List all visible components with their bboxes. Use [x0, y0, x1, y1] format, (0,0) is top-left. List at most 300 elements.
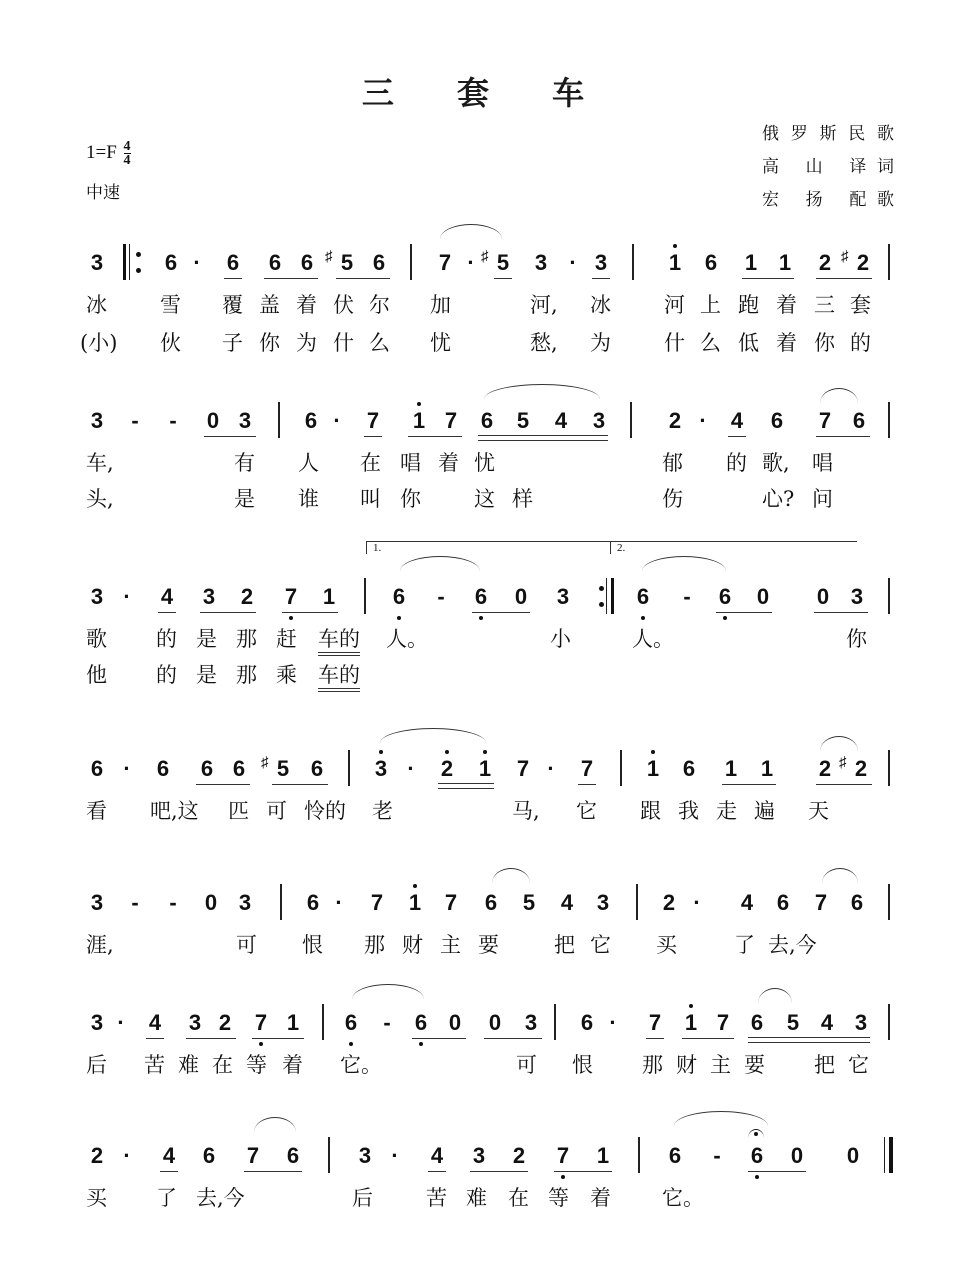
- note: 6: [668, 1143, 682, 1168]
- lyric: 那: [642, 1053, 663, 1077]
- note: 5: [786, 1010, 800, 1035]
- note: 7: [438, 250, 452, 275]
- slur: [484, 384, 600, 399]
- note: 6: [200, 756, 214, 781]
- slur: [822, 868, 858, 883]
- lyric: 在: [508, 1186, 529, 1210]
- repeat-dot: [136, 268, 141, 273]
- underline: [816, 784, 872, 785]
- note-low: 7: [250, 1010, 272, 1036]
- time-numerator: 4: [123, 139, 131, 154]
- note-high: 1: [404, 890, 426, 916]
- note: 3: [534, 250, 548, 275]
- rest: 0: [448, 1010, 462, 1035]
- augmentation-dot: ·: [699, 408, 707, 433]
- note: 4: [430, 1143, 444, 1168]
- note: 7: [814, 890, 828, 915]
- lyric: 你: [400, 487, 421, 511]
- repeat-barline-thin: [606, 578, 607, 614]
- lyric: 样: [512, 487, 533, 511]
- note: 5: [522, 890, 536, 915]
- lyric: 着: [776, 331, 797, 355]
- dash: -: [131, 408, 139, 433]
- lyric: 跑: [738, 293, 759, 317]
- note: 2: [818, 756, 832, 781]
- augmentation-dot: ·: [569, 250, 577, 275]
- lyric: 冰: [590, 293, 611, 317]
- repeat-barline-thin: [129, 244, 130, 280]
- note: 6: [286, 1143, 300, 1168]
- note: ♯ 2: [841, 248, 870, 275]
- underline: [484, 1038, 542, 1039]
- note: 3: [472, 1143, 486, 1168]
- lyric: 等: [246, 1053, 267, 1077]
- underline: [158, 612, 176, 613]
- note: 7: [366, 408, 380, 433]
- underline: [470, 1171, 528, 1172]
- barline: [630, 402, 632, 438]
- barline: [410, 244, 412, 280]
- augmentation-dot: ·: [693, 890, 701, 915]
- note: 7: [580, 756, 594, 781]
- note: 7: [716, 1010, 730, 1035]
- note: 3: [592, 408, 606, 433]
- lyric: 加: [430, 293, 451, 317]
- note: 1: [724, 756, 738, 781]
- underline: [196, 784, 250, 785]
- note: 2: [90, 1143, 104, 1168]
- note: 6: [164, 250, 178, 275]
- underline: [224, 278, 242, 279]
- note: 6: [268, 250, 282, 275]
- augmentation-dot: ·: [335, 890, 343, 915]
- lyric: 主: [710, 1053, 731, 1077]
- note: 6: [750, 1010, 764, 1035]
- dash: -: [713, 1143, 721, 1168]
- lyric: 问: [812, 487, 833, 511]
- tempo-marking: 中速: [86, 183, 120, 203]
- lyric: 恨: [572, 1053, 593, 1077]
- note: ♯ 5: [261, 754, 290, 781]
- lyric: 尔: [369, 293, 390, 317]
- underline: [554, 1171, 612, 1172]
- note: 2: [512, 1143, 526, 1168]
- note: 2: [818, 250, 832, 275]
- lyric: 它。: [340, 1053, 382, 1077]
- lyric: 为: [296, 331, 317, 355]
- lyric: 盖: [259, 293, 280, 317]
- barline: [322, 1004, 324, 1040]
- note: 4: [148, 1010, 162, 1035]
- slur: [400, 556, 480, 571]
- note: 6: [580, 1010, 594, 1035]
- underline: [146, 1038, 164, 1039]
- lyric: 等: [548, 1186, 569, 1210]
- dash: -: [383, 1010, 391, 1035]
- lyric: 财: [402, 933, 423, 957]
- underline: [728, 436, 746, 437]
- barline: [888, 402, 890, 438]
- lyric: 财: [676, 1053, 697, 1077]
- lyric: 了: [734, 933, 755, 957]
- underline: [408, 436, 462, 437]
- lyric: 你: [814, 331, 835, 355]
- lyric: 苦: [426, 1186, 447, 1210]
- lyric: 是: [234, 487, 255, 511]
- rest: 0: [846, 1143, 860, 1168]
- note: 4: [820, 1010, 834, 1035]
- underline: [364, 436, 382, 437]
- underline: [722, 784, 776, 785]
- barline: [888, 1004, 890, 1040]
- underline: [716, 612, 772, 613]
- note: 6: [232, 756, 246, 781]
- lyric: 着: [282, 1053, 303, 1077]
- lyric: 忧: [474, 451, 495, 475]
- note-low: 7: [280, 584, 302, 610]
- underline: [200, 612, 256, 613]
- note: 7: [370, 890, 384, 915]
- note: 3: [596, 890, 610, 915]
- lyric: 那: [236, 663, 257, 687]
- note-low: 6: [632, 584, 654, 610]
- note: 7: [818, 408, 832, 433]
- underline: [244, 1171, 302, 1172]
- lyric: 人。: [632, 627, 674, 651]
- note-high: 2: [436, 756, 458, 782]
- lyric: 在: [212, 1053, 233, 1077]
- underline: [204, 436, 256, 437]
- lyric: 天: [808, 799, 829, 823]
- lyric: 的: [156, 663, 177, 687]
- lyric-melisma: 车的: [318, 626, 360, 656]
- lyric: 人。: [386, 627, 428, 651]
- note: ♯ 5: [325, 248, 354, 275]
- lyric: 你: [846, 627, 867, 651]
- note-low: 6: [470, 584, 492, 610]
- lyric: 要: [478, 933, 499, 957]
- double-underline: [438, 783, 494, 789]
- key-signature: [86, 140, 131, 167]
- augmentation-dot: ·: [391, 1143, 399, 1168]
- note: 3: [90, 250, 104, 275]
- lyric: 套: [850, 293, 871, 317]
- barline: [888, 750, 890, 786]
- lyric: 什: [333, 331, 354, 355]
- underline: [742, 278, 794, 279]
- lyric: 着: [296, 293, 317, 317]
- lyric: 在: [360, 451, 381, 475]
- lyric: 后: [86, 1053, 107, 1077]
- underline: [160, 1171, 178, 1172]
- lyric: 歌: [86, 627, 107, 651]
- lyric: 低: [738, 331, 759, 355]
- lyric: 着: [438, 451, 459, 475]
- lyric: 车,: [86, 451, 114, 475]
- dash: -: [131, 890, 139, 915]
- underline: [816, 278, 872, 279]
- lyric: 了: [156, 1186, 177, 1210]
- underline: [252, 1038, 304, 1039]
- note: 1: [286, 1010, 300, 1035]
- note-high: 1: [664, 250, 686, 276]
- barline: [636, 884, 638, 920]
- lyric: 要: [744, 1053, 765, 1077]
- note: 3: [556, 584, 570, 609]
- note: 3: [594, 250, 608, 275]
- lyric: 伏: [333, 293, 354, 317]
- lyric: 乘: [276, 663, 297, 687]
- dash: -: [169, 408, 177, 433]
- lyric: 可: [266, 799, 287, 823]
- lyric: 的: [156, 627, 177, 651]
- credit-origin: 俄罗斯民歌: [762, 124, 894, 144]
- augmentation-dot: ·: [609, 1010, 617, 1035]
- lyric: 是: [196, 627, 217, 651]
- lyric: 河,: [530, 293, 558, 317]
- lyric: 匹: [228, 799, 249, 823]
- underline: [186, 1038, 236, 1039]
- lyric: 我: [678, 799, 699, 823]
- slur: [440, 224, 502, 239]
- note: 4: [162, 1143, 176, 1168]
- slur: [758, 988, 792, 1003]
- credits: [762, 118, 894, 217]
- note: 6: [306, 890, 320, 915]
- note: ♯ 2: [839, 754, 868, 781]
- lyric: 马,: [512, 799, 540, 823]
- note: 1: [760, 756, 774, 781]
- barline: [638, 1137, 640, 1173]
- lyric: 忧: [430, 331, 451, 355]
- note: 6: [704, 250, 718, 275]
- lyric: 的: [850, 331, 871, 355]
- song-title: 三 套 车: [361, 74, 611, 112]
- note: 6: [852, 408, 866, 433]
- lyric: 可: [236, 933, 257, 957]
- augmentation-dot: ·: [193, 250, 201, 275]
- barline: [888, 578, 890, 614]
- note-low: 6: [388, 584, 410, 610]
- note: 7: [444, 890, 458, 915]
- underline: [814, 612, 868, 613]
- lyric: 他: [86, 663, 107, 687]
- note: 3: [90, 584, 104, 609]
- repeat-barline: [123, 244, 126, 280]
- note: 2: [218, 1010, 232, 1035]
- lyric: 覆: [222, 293, 243, 317]
- double-underline: [478, 435, 608, 441]
- note: 3: [850, 584, 864, 609]
- slur: [380, 728, 486, 743]
- note: 1: [744, 250, 758, 275]
- lyric: 涯,: [86, 933, 114, 957]
- note: 6: [226, 250, 240, 275]
- repeat-end-barline: [611, 578, 614, 614]
- note: 6: [850, 890, 864, 915]
- lyric: 难: [178, 1053, 199, 1077]
- underline: [578, 784, 596, 785]
- lyric: 可: [516, 1053, 537, 1077]
- augmentation-dot: ·: [123, 756, 131, 781]
- note-high: 1: [642, 756, 664, 782]
- note: 6: [480, 408, 494, 433]
- lyric: 谁: [298, 487, 319, 511]
- credit-translator: 高 山 译词: [762, 157, 894, 177]
- note: 7: [246, 1143, 260, 1168]
- note: 1: [778, 250, 792, 275]
- lyric: 你: [259, 331, 280, 355]
- lyric: 老: [372, 799, 393, 823]
- augmentation-dot: ·: [117, 1010, 125, 1035]
- barline: [348, 750, 350, 786]
- note: 2: [240, 584, 254, 609]
- barline: [278, 402, 280, 438]
- note: 6: [372, 250, 386, 275]
- underline: [592, 278, 610, 279]
- lyric: 什: [664, 331, 685, 355]
- barline: [280, 884, 282, 920]
- note: 3: [90, 890, 104, 915]
- lyric: 怜的: [304, 799, 346, 823]
- repeat-dot: [599, 602, 604, 607]
- lyric: 着: [776, 293, 797, 317]
- lyric: 么: [700, 331, 721, 355]
- note: 6: [90, 756, 104, 781]
- lyric: 小: [550, 627, 571, 651]
- underline: [646, 1038, 664, 1039]
- note-low: 7: [552, 1143, 574, 1169]
- note: 6: [156, 756, 170, 781]
- note: 4: [554, 408, 568, 433]
- rest: 0: [514, 584, 528, 609]
- note: 6: [770, 408, 784, 433]
- note: 4: [730, 408, 744, 433]
- underline: [336, 278, 390, 279]
- lyric: 的: [726, 451, 747, 475]
- lyric: 唱: [812, 451, 833, 475]
- note: 6: [202, 1143, 216, 1168]
- lyric: 雪: [160, 293, 181, 317]
- note: 6: [776, 890, 790, 915]
- lyric: 叫: [360, 487, 381, 511]
- lyric: 为: [590, 331, 611, 355]
- lyric: 那: [364, 933, 385, 957]
- lyric: 人: [298, 451, 319, 475]
- lyric: 愁,: [530, 331, 558, 355]
- barline: [554, 1004, 556, 1040]
- note: 3: [238, 890, 252, 915]
- dash: -: [169, 890, 177, 915]
- slur: [820, 736, 858, 751]
- note-high: 3: [370, 756, 392, 782]
- note: 3: [854, 1010, 868, 1035]
- lyric: 歌,: [762, 451, 790, 475]
- note: 6: [304, 408, 318, 433]
- note-high: 1: [408, 408, 430, 434]
- volta-2: 2.: [610, 541, 857, 554]
- barline: [328, 1137, 330, 1173]
- lyric: 伙: [160, 331, 181, 355]
- lyric: 子: [222, 331, 243, 355]
- lyric: 去,今: [196, 1186, 245, 1210]
- lyric: 主: [440, 933, 461, 957]
- rest: 0: [790, 1143, 804, 1168]
- underline: [494, 278, 512, 279]
- note: 4: [560, 890, 574, 915]
- note: 6: [300, 250, 314, 275]
- final-barline-thick: [889, 1137, 893, 1173]
- note-low: 6: [746, 1143, 768, 1169]
- slur: [820, 388, 858, 403]
- lyric: 跟: [640, 799, 661, 823]
- note: ♯ 5: [481, 248, 510, 275]
- rest: 0: [488, 1010, 502, 1035]
- lyric: 那: [236, 627, 257, 651]
- note: 3: [188, 1010, 202, 1035]
- underline: [472, 612, 530, 613]
- lyric: 苦: [144, 1053, 165, 1077]
- lyric: 上: [700, 293, 721, 317]
- barline: [364, 578, 366, 614]
- note: 5: [516, 408, 530, 433]
- slur: [492, 868, 530, 883]
- lyric: 把: [814, 1053, 835, 1077]
- rest: 0: [206, 408, 220, 433]
- slur: [352, 984, 424, 999]
- dash: -: [437, 584, 445, 609]
- note-high: 1: [680, 1010, 702, 1036]
- note: 2: [668, 408, 682, 433]
- rest: 0: [204, 890, 218, 915]
- note: 6: [310, 756, 324, 781]
- note: 4: [160, 584, 174, 609]
- note: 6: [682, 756, 696, 781]
- lyric: 去,今: [768, 933, 817, 957]
- underline: [272, 784, 328, 785]
- note: 3: [90, 408, 104, 433]
- lyric: 买: [86, 1186, 107, 1210]
- note: 7: [516, 756, 530, 781]
- underline: [282, 612, 338, 613]
- note: 4: [740, 890, 754, 915]
- lyric: 冰: [86, 293, 107, 317]
- underline: [412, 1038, 466, 1039]
- lyric: 是: [196, 663, 217, 687]
- underline: [816, 436, 870, 437]
- note-low: 6: [340, 1010, 362, 1036]
- lyric: 唱: [400, 451, 421, 475]
- lyric: 这: [474, 487, 495, 511]
- note: 7: [444, 408, 458, 433]
- barline: [632, 244, 634, 280]
- lyric: 遍: [754, 799, 775, 823]
- lyric: 买: [656, 933, 677, 957]
- note: 3: [358, 1143, 372, 1168]
- lyric: 恨: [302, 933, 323, 957]
- lyric: 吧,这: [150, 799, 199, 823]
- lyric: 它。: [662, 1186, 704, 1210]
- lyric: 赶: [276, 627, 297, 651]
- fermata-icon: [748, 1129, 764, 1138]
- note: 2: [662, 890, 676, 915]
- lyric: 三: [814, 293, 835, 317]
- underline: [428, 1171, 446, 1172]
- credit-arranger: 宏 扬 配歌: [762, 190, 894, 210]
- augmentation-dot: ·: [333, 408, 341, 433]
- note: 7: [648, 1010, 662, 1035]
- lyric: 把: [554, 933, 575, 957]
